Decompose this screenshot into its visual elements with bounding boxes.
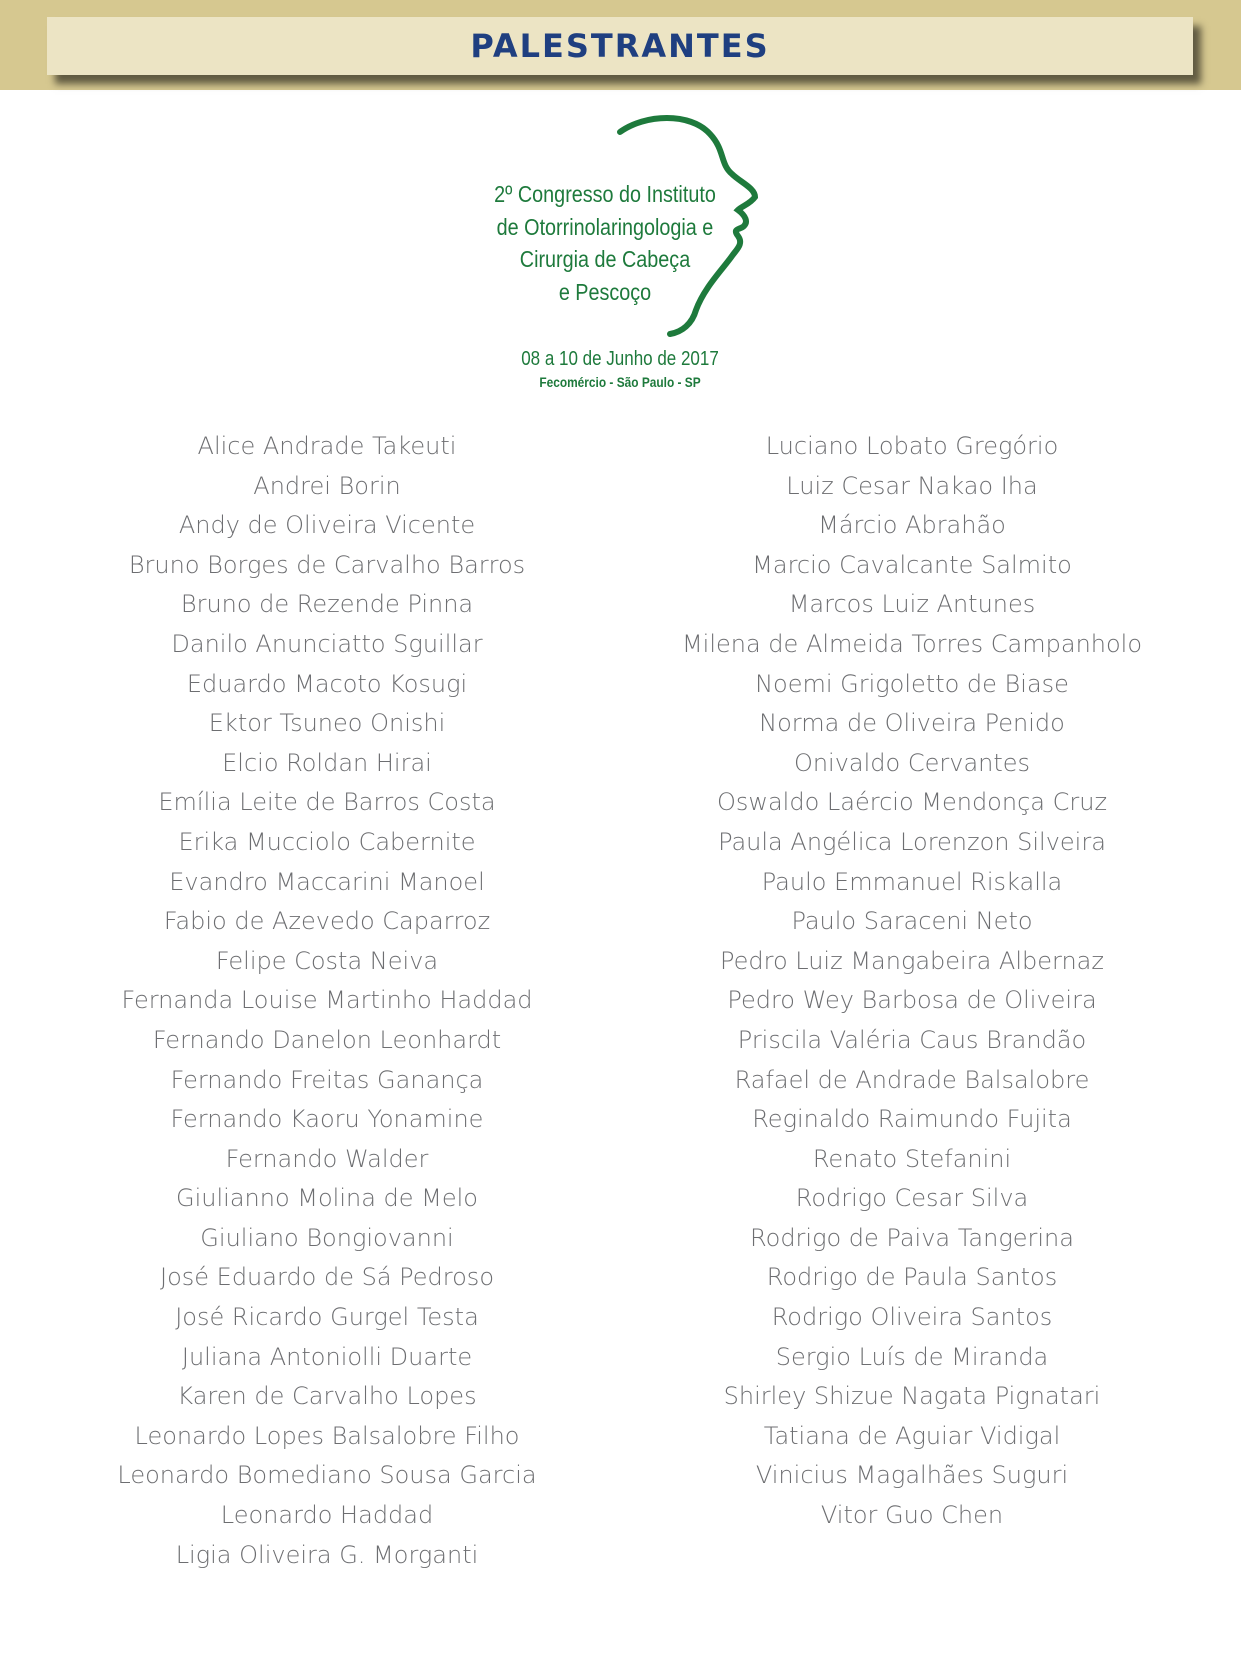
speaker-list-left xyxy=(107,427,547,1575)
speaker-name: Renato Stefanini xyxy=(812,1144,1012,1173)
speaker-name: Fabio de Azevedo Caparroz xyxy=(163,907,491,936)
speaker-name: Danilo Anunciatto Sguillar xyxy=(171,629,483,658)
speaker-name: Luciano Lobato Gregório xyxy=(765,432,1059,460)
speaker-name: Paulo Saraceni Neto xyxy=(791,907,1033,936)
logo-line-4: e Pescoço xyxy=(558,278,652,305)
speaker-name: Rodrigo Oliveira Santos xyxy=(771,1303,1053,1332)
speaker-name: Andy de Oliveira Vicente xyxy=(178,511,476,540)
speaker-name: Fernando Kaoru Yonamine xyxy=(170,1105,484,1134)
speaker-name: Shirley Shizue Nagata Pignatari xyxy=(723,1382,1101,1411)
speaker-list-right xyxy=(672,427,1152,1536)
speaker-name: Giulianno Molina de Melo xyxy=(176,1184,478,1213)
speaker-name: Fernanda Louise Martinho Haddad xyxy=(121,986,533,1015)
speaker-name: Norma de Oliveira Penido xyxy=(759,709,1065,738)
speaker-name: Andrei Borin xyxy=(253,471,401,500)
event-venue: Fecomércio - São Paulo - SP xyxy=(539,374,701,390)
speaker-name: Alice Andrade Takeuti xyxy=(197,432,457,460)
logo-title xyxy=(489,178,721,308)
speaker-name: Ektor Tsuneo Onishi xyxy=(208,709,446,738)
speaker-name: Leonardo Haddad xyxy=(220,1501,434,1530)
speaker-name: Leonardo Lopes Balsalobre Filho xyxy=(134,1421,520,1450)
page-title: PALESTRANTES xyxy=(470,27,770,65)
speaker-name: Giuliano Bongiovanni xyxy=(200,1223,454,1252)
speaker-name: Pedro Luiz Mangabeira Albernaz xyxy=(720,946,1104,975)
speaker-name: Erika Mucciolo Cabernite xyxy=(178,827,476,856)
congress-logo xyxy=(470,112,770,402)
speaker-name: Emília Leite de Barros Costa xyxy=(158,788,496,817)
speaker-name: Rodrigo Cesar Silva xyxy=(795,1184,1029,1213)
speaker-name: Tatiana de Aguiar Vidigal xyxy=(763,1421,1061,1450)
speaker-name: Rodrigo de Paula Santos xyxy=(766,1263,1058,1292)
speaker-name: Noemi Grigoletto de Biase xyxy=(755,669,1069,698)
speaker-name: Bruno de Rezende Pinna xyxy=(180,590,474,619)
speaker-name: Márcio Abrahão xyxy=(818,511,1006,540)
speaker-name: Marcos Luiz Antunes xyxy=(788,590,1036,619)
speaker-name: Paula Angélica Lorenzon Silveira xyxy=(718,827,1106,856)
speaker-name: José Eduardo de Sá Pedroso xyxy=(160,1263,494,1292)
speaker-name: José Ricardo Gurgel Testa xyxy=(175,1303,479,1332)
speaker-name: Marcio Cavalcante Salmito xyxy=(752,550,1072,579)
speaker-name: Pedro Wey Barbosa de Oliveira xyxy=(727,986,1097,1015)
speaker-name: Onivaldo Cervantes xyxy=(793,748,1031,777)
logo-line-2: de Otorrinolaringologia e xyxy=(496,213,714,240)
speaker-name: Milena de Almeida Torres Campanholo xyxy=(681,629,1143,658)
speaker-name: Sergio Luís de Miranda xyxy=(775,1342,1049,1371)
speaker-name: Luiz Cesar Nakao Iha xyxy=(786,471,1038,500)
speaker-name: Oswaldo Laércio Mendonça Cruz xyxy=(716,788,1108,817)
speaker-name: Bruno Borges de Carvalho Barros xyxy=(128,550,526,579)
event-date: 08 a 10 de Junho de 2017 xyxy=(521,348,719,370)
speaker-name: Leonardo Bomediano Sousa Garcia xyxy=(117,1461,537,1490)
speaker-name: Karen de Carvalho Lopes xyxy=(177,1382,477,1411)
logo-line-3: Cirurgia de Cabeça xyxy=(519,246,691,272)
speaker-name: Eduardo Macoto Kosugi xyxy=(186,669,468,698)
speaker-name: Vinicius Magalhães Suguri xyxy=(755,1461,1069,1490)
speaker-name: Ligia Oliveira G. Morganti xyxy=(175,1540,479,1569)
speaker-name: Juliana Antoniolli Duarte xyxy=(181,1342,473,1371)
speaker-name: Paulo Emmanuel Riskalla xyxy=(761,867,1063,896)
speaker-name: Rafael de Andrade Balsalobre xyxy=(734,1065,1090,1094)
speaker-name: Reginaldo Raimundo Fujita xyxy=(752,1105,1072,1134)
speaker-name: Evandro Maccarini Manoel xyxy=(169,867,485,896)
speaker-name: Elcio Roldan Hirai xyxy=(222,748,432,777)
speaker-name: Fernando Freitas Ganança xyxy=(170,1065,484,1094)
speaker-name: Vitor Guo Chen xyxy=(820,1501,1004,1530)
speaker-name: Fernando Danelon Leonhardt xyxy=(152,1025,502,1054)
speaker-name: Priscila Valéria Caus Brandão xyxy=(737,1025,1087,1054)
speaker-name: Fernando Walder xyxy=(225,1144,429,1173)
speaker-name: Rodrigo de Paiva Tangerina xyxy=(750,1223,1074,1252)
logo-line-1: 2º Congresso do Instituto xyxy=(494,181,716,207)
header-bar xyxy=(47,17,1193,75)
speaker-name: Felipe Costa Neiva xyxy=(215,946,439,975)
